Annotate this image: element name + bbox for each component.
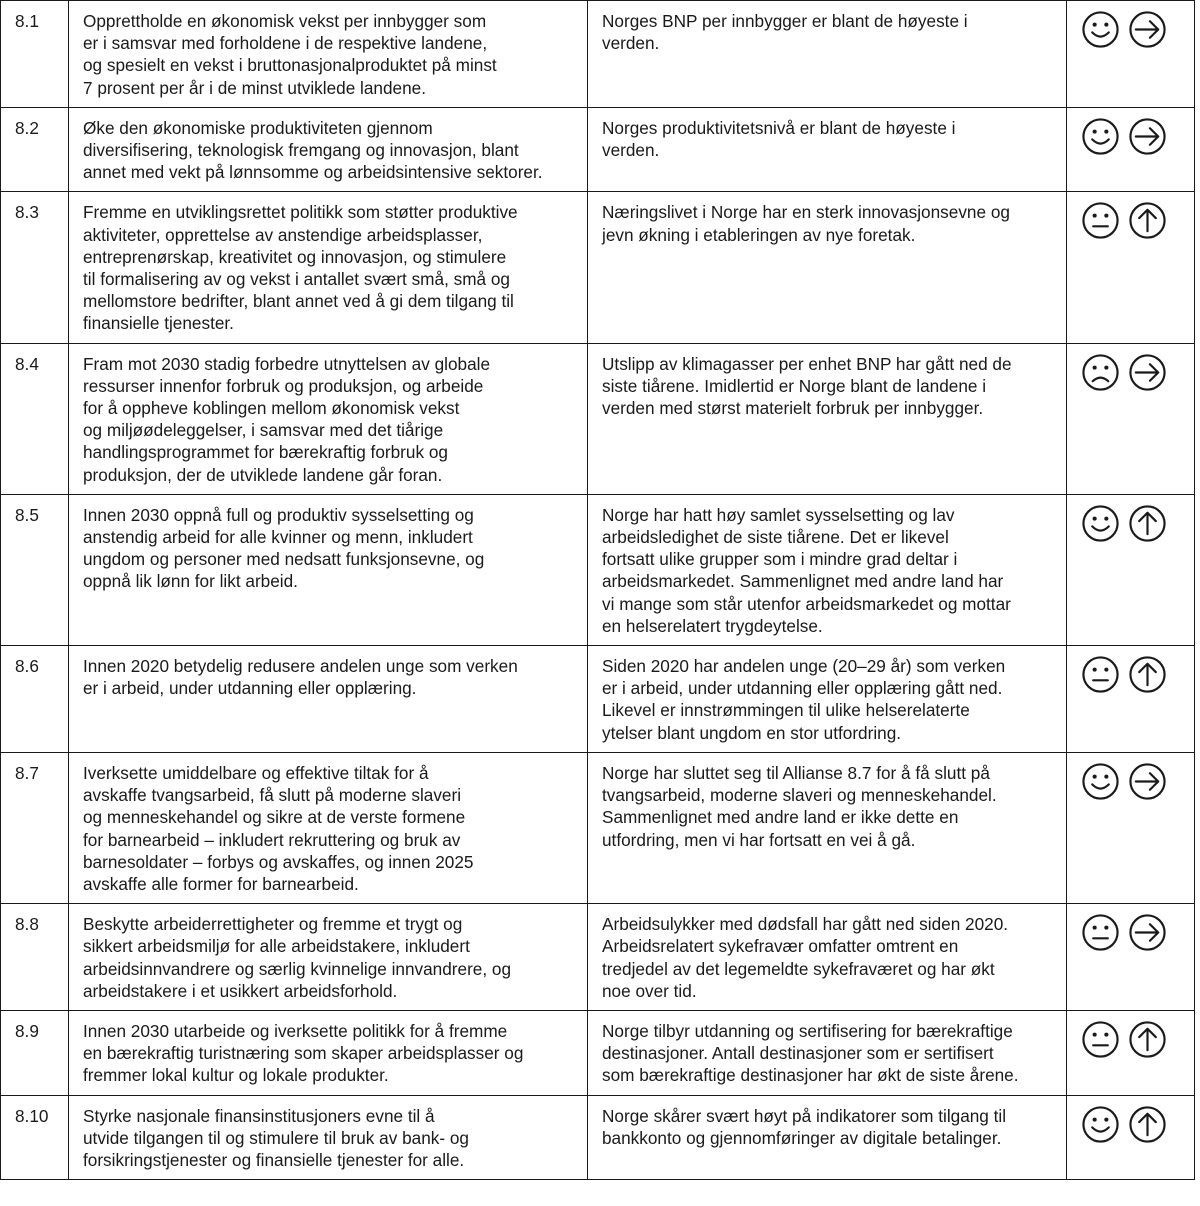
assessment-cell (1067, 1010, 1195, 1095)
assessment-icons (1081, 1105, 1188, 1144)
table-row (1, 192, 1195, 343)
status-description: Norges produktivitetsnivå er blant de høyeste i verden. (588, 107, 1067, 192)
table-body (1, 1, 1195, 1180)
status-description: Norge tilbyr utdanning og sertifisering for bærekraftige destinasjoner. Antall destinasjoner som er sertifisert som bærekraftige destinasjoner har økt de siste årene. (588, 1010, 1067, 1095)
happy-face-icon (1081, 504, 1120, 543)
happy-face-icon (1081, 762, 1120, 801)
table-row (1, 752, 1195, 903)
neutral-face-icon (1081, 913, 1120, 952)
happy-face-icon (1081, 117, 1120, 156)
target-description: Innen 2030 utarbeide og iverksette politikk for å fremme en bærekraftig turistnæring som skaper arbeidsplasser og fremmer lokal kultur og lokale produkter. (69, 1010, 588, 1095)
target-description: Øke den økonomiske produktiviteten gjennom diversifisering, teknologisk fremgang og innovasjon, blant annet med vekt på lønnsomme og arbeidsintensive sektorer. (69, 107, 588, 192)
assessment-icons (1081, 504, 1188, 543)
arrow-up-icon (1128, 1105, 1167, 1144)
target-number: 8.3 (1, 192, 69, 343)
target-number: 8.1 (1, 1, 69, 108)
table-row (1, 904, 1195, 1011)
target-description: Opprettholde en økonomisk vekst per innbygger som er i samsvar med forholdene i de respektive landene, og spesielt en vekst i bruttonasjonalproduktet på minst 7 prosent per år i de minst utviklede landene. (69, 1, 588, 108)
status-description: Norge har sluttet seg til Allianse 8.7 for å få slutt på tvangsarbeid, moderne slaveri og menneskehandel. Sammenlignet med andre land er ikke dette en utfordring, men vi har fortsatt en vei å gå. (588, 752, 1067, 903)
assessment-icons (1081, 353, 1188, 392)
assessment-cell (1067, 494, 1195, 645)
status-description: Siden 2020 har andelen unge (20–29 år) som verken er i arbeid, under utdanning eller opplæring gått ned. Likevel er innstrømmingen til ulike helserelaterte ytelser blant ungdom en stor utfordring. (588, 646, 1067, 753)
assessment-icons (1081, 117, 1188, 156)
target-number: 8.7 (1, 752, 69, 903)
table-row (1, 1010, 1195, 1095)
assessment-cell (1067, 192, 1195, 343)
assessment-cell (1067, 107, 1195, 192)
target-description: Innen 2030 oppnå full og produktiv sysselsetting og anstendig arbeid for alle kvinner og menn, inkludert ungdom og personer med nedsatt funksjonsevne, og oppnå lik lønn for likt arbeid. (69, 494, 588, 645)
status-description: Norges BNP per innbygger er blant de høyeste i verden. (588, 1, 1067, 108)
arrow-right-icon (1128, 762, 1167, 801)
assessment-icons (1081, 201, 1188, 240)
assessment-icons (1081, 1020, 1188, 1059)
target-description: Beskytte arbeiderrettigheter og fremme et trygt og sikkert arbeidsmiljø for alle arbeidstakere, inkludert arbeidsinnvandrere og særlig kvinnelige innvandrere, og arbeidstakere i et usikkert arbeidsforhold. (69, 904, 588, 1011)
target-number: 8.10 (1, 1095, 69, 1180)
assessment-icons (1081, 762, 1188, 801)
assessment-cell (1067, 646, 1195, 753)
target-description: Styrke nasjonale finansinstitusjoners evne til å utvide tilgangen til og stimulere til bruk av bank- og forsikringstjenester og finansielle tjenester for alle. (69, 1095, 588, 1180)
target-description: Fram mot 2030 stadig forbedre utnyttelsen av globale ressurser innenfor forbruk og produksjon, og arbeide for å oppheve koblingen mellom økonomisk vekst og miljøødeleggelser, i samsvar med det tiårige handlingsprogrammet for bærekraftig forbruk og produksjon, der de utviklede landene går foran. (69, 343, 588, 494)
table-row (1, 494, 1195, 645)
neutral-face-icon (1081, 1020, 1120, 1059)
target-number: 8.9 (1, 1010, 69, 1095)
arrow-up-icon (1128, 504, 1167, 543)
arrow-right-icon (1128, 117, 1167, 156)
arrow-right-icon (1128, 10, 1167, 49)
target-description: Iverksette umiddelbare og effektive tiltak for å avskaffe tvangsarbeid, få slutt på moderne slaveri og menneskehandel og sikre at de verste formene for barnearbeid – inkludert rekruttering og bruk av barnesoldater – forbys og avskaffes, og innen 2025 avskaffe alle former for barnearbeid. (69, 752, 588, 903)
table-row (1, 107, 1195, 192)
target-description: Innen 2020 betydelig redusere andelen unge som verken er i arbeid, under utdanning eller opplæring. (69, 646, 588, 753)
arrow-up-icon (1128, 201, 1167, 240)
target-number: 8.5 (1, 494, 69, 645)
arrow-right-icon (1128, 353, 1167, 392)
target-number: 8.8 (1, 904, 69, 1011)
neutral-face-icon (1081, 201, 1120, 240)
table-row (1, 1, 1195, 108)
sad-face-icon (1081, 353, 1120, 392)
arrow-up-icon (1128, 1020, 1167, 1059)
assessment-icons (1081, 913, 1188, 952)
target-number: 8.2 (1, 107, 69, 192)
assessment-cell (1067, 904, 1195, 1011)
happy-face-icon (1081, 10, 1120, 49)
table-row (1, 646, 1195, 753)
status-description: Arbeidsulykker med dødsfall har gått ned siden 2020. Arbeidsrelatert sykefravær omfatter omtrent en tredjedel av det legemeldte sykefraværet og har økt noe over tid. (588, 904, 1067, 1011)
arrow-up-icon (1128, 655, 1167, 694)
status-description: Utslipp av klimagasser per enhet BNP har gått ned de siste tiårene. Imidlertid er Norge blant de landene i verden med størst materielt forbruk per innbygger. (588, 343, 1067, 494)
status-description: Norge skårer svært høyt på indikatorer som tilgang til bankkonto og gjennomføringer av digitale betalinger. (588, 1095, 1067, 1180)
target-number: 8.6 (1, 646, 69, 753)
table-row (1, 1095, 1195, 1180)
happy-face-icon (1081, 1105, 1120, 1144)
assessment-icons (1081, 655, 1188, 694)
table-row (1, 343, 1195, 494)
assessment-cell (1067, 1095, 1195, 1180)
arrow-right-icon (1128, 913, 1167, 952)
assessment-icons (1081, 10, 1188, 49)
neutral-face-icon (1081, 655, 1120, 694)
target-number: 8.4 (1, 343, 69, 494)
assessment-cell (1067, 1, 1195, 108)
assessment-cell (1067, 343, 1195, 494)
status-description: Norge har hatt høy samlet sysselsetting og lav arbeidsledighet de siste tiårene. Det er likevel fortsatt ulike grupper som i mindre grad deltar i arbeidsmarkedet. Sammenlignet med andre land har vi mange som står utenfor arbeidsmarkedet og mottar en helserelatert trygdeytelse. (588, 494, 1067, 645)
assessment-cell (1067, 752, 1195, 903)
status-description: Næringslivet i Norge har en sterk innovasjonsevne og jevn økning i etableringen av nye foretak. (588, 192, 1067, 343)
target-description: Fremme en utviklingsrettet politikk som støtter produktive aktiviteter, opprettelse av anstendige arbeidsplasser, entreprenørskap, kreativitet og innovasjon, og stimulere til formalisering av og vekst i antallet svært små, små og mellomstore bedrifter, blant annet ved å gi dem tilgang til finansielle tjenester. (69, 192, 588, 343)
